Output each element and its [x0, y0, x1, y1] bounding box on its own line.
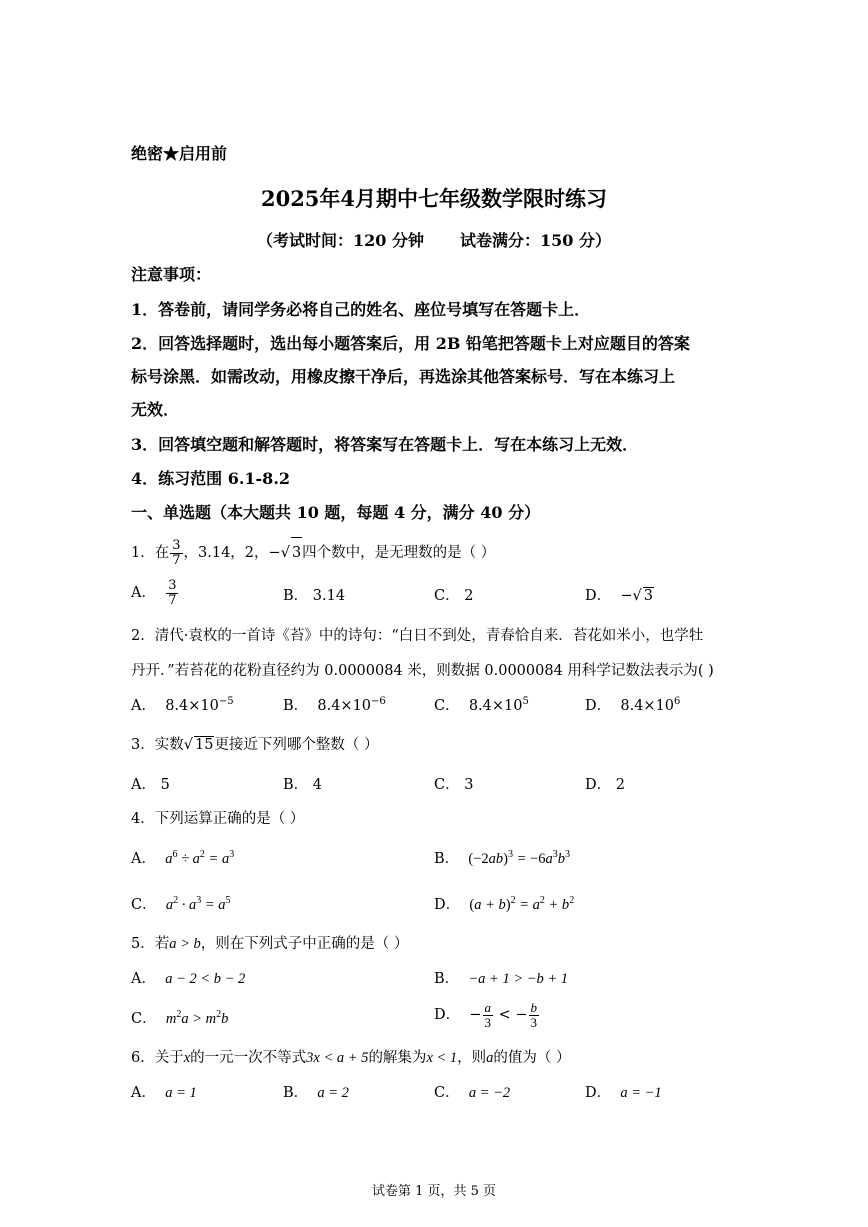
q3-option-d[interactable]: D． 2 [585, 777, 625, 793]
q4-option-b[interactable]: B． $(-2ab)^3 = -6a^3b^3$ [434, 849, 570, 867]
note-2-line3: 无效． [131, 400, 180, 419]
q5-option-b[interactable]: B． −a + 1 > −b + 1 [434, 971, 569, 987]
q3-option-c[interactable]: C． 3 [434, 777, 474, 793]
q1-radicand: 3 [291, 537, 302, 568]
q1-option-b[interactable]: B． 3.14 [283, 588, 346, 604]
secret-label: 绝密★启用前 [131, 144, 228, 163]
note-4: 4．练习范围 6.1-8.2 [131, 469, 291, 488]
page-footer: 试卷第 1 页，共 5 页 [371, 1184, 497, 1199]
q6-stem: 6．关于x的一元一次不等式3x < a + 5的解集为x < 1，则a的值为（ ） [131, 1050, 571, 1066]
q2-stem-line1: 2．清代·袁枚的一首诗《苔》中的诗句：“白日不到处，青春恰自来．苔花如米小，也学牡 [131, 628, 704, 644]
note-3: 3．回答填空题和解答题时，将答案写在答题卡上．写在本练习上无效． [131, 435, 639, 454]
q1-option-d[interactable]: D． −√ 3 [585, 588, 653, 604]
q2-option-c[interactable]: C． $8.4\times 10^5$ [434, 696, 529, 714]
q1-neg: − [268, 545, 281, 561]
q4-option-d[interactable]: D． $(a + b)^2 = a^2 + b^2$ [434, 895, 575, 913]
sqrt-icon: √ [280, 545, 290, 561]
q1-suffix: 四个数中，是无理数的是（ ） [302, 545, 496, 561]
q2-option-a[interactable]: A． $8.4\times 10^{-5}$ [131, 696, 234, 714]
q6-option-b[interactable]: B． a = 2 [283, 1085, 349, 1101]
q6-option-d[interactable]: D． a = −1 [585, 1085, 662, 1101]
sqrt-icon: √ [183, 737, 193, 753]
q3-option-a[interactable]: A． 5 [131, 777, 170, 793]
notes-heading: 注意事项： [131, 265, 212, 284]
q1-option-c[interactable]: C． 2 [434, 588, 474, 604]
q2-stem-line2: 丹开．”若苔花的花粉直径约为 0.0000084 米，则数据 0.0000084 用科学记数法表示为( ) [131, 663, 714, 679]
q3-option-b[interactable]: B． 4 [283, 777, 322, 793]
q1-mid: ，3.14，2， [183, 545, 269, 561]
q6-option-a[interactable]: A． a = 1 [131, 1085, 197, 1101]
exam-score: 试卷满分：150 分） [460, 231, 611, 250]
section-heading: 一、单选题（本大题共 10 题，每题 4 分，满分 40 分） [131, 503, 541, 522]
q1-fraction: $\frac{3}{7}$ [172, 537, 181, 568]
sqrt-icon: √ [632, 588, 642, 604]
q4-stem: 4．下列运算正确的是（ ） [131, 811, 305, 827]
q4-option-a[interactable]: A． $a^6 \div a^2 = a^3$ [131, 849, 235, 867]
q1-option-a[interactable]: A． $\frac{3}{7}$ [131, 577, 177, 608]
page-title: 2025年4月期中七年级数学限时练习 [260, 186, 608, 211]
q6-option-c[interactable]: C． a = −2 [434, 1085, 511, 1101]
q4-option-c[interactable]: C． $a^2 \cdot a^3 = a^5$ [131, 895, 231, 913]
q2-option-b[interactable]: B． $8.4\times 10^{-6}$ [283, 696, 386, 714]
q5-option-c[interactable]: C． $m^2a > m^2b$ [131, 1009, 229, 1027]
note-2-line2: 标号涂黑．如需改动，用橡皮擦干净后，再选涂其他答案标号．写在本练习上 [131, 367, 676, 386]
q5-option-d[interactable]: D． − $\frac{a}{3}$ < − $\frac{b}{3}$ [434, 999, 538, 1030]
q1-prefix: 1．在 [131, 545, 170, 561]
question-1-stem [131, 537, 495, 568]
note-2-line1: 2．回答选择题时，选出每小题答案后，用 2B 铅笔把答题卡上对应题目的答案 [131, 334, 690, 353]
q3-stem: 3．实数√ 15更接近下列哪个整数（ ） [131, 737, 379, 753]
exam-time: （考试时间：120 分钟 [257, 231, 424, 250]
q5-option-a[interactable]: A． a − 2 < b − 2 [131, 971, 246, 987]
q2-option-d[interactable]: D． $8.4\times 10^6$ [585, 696, 681, 714]
note-1: 1．答卷前，请同学务必将自己的姓名、座位号填写在答题卡上． [131, 300, 591, 319]
q5-stem: 5．若a > b，则在下列式子中正确的是（ ） [131, 936, 409, 952]
